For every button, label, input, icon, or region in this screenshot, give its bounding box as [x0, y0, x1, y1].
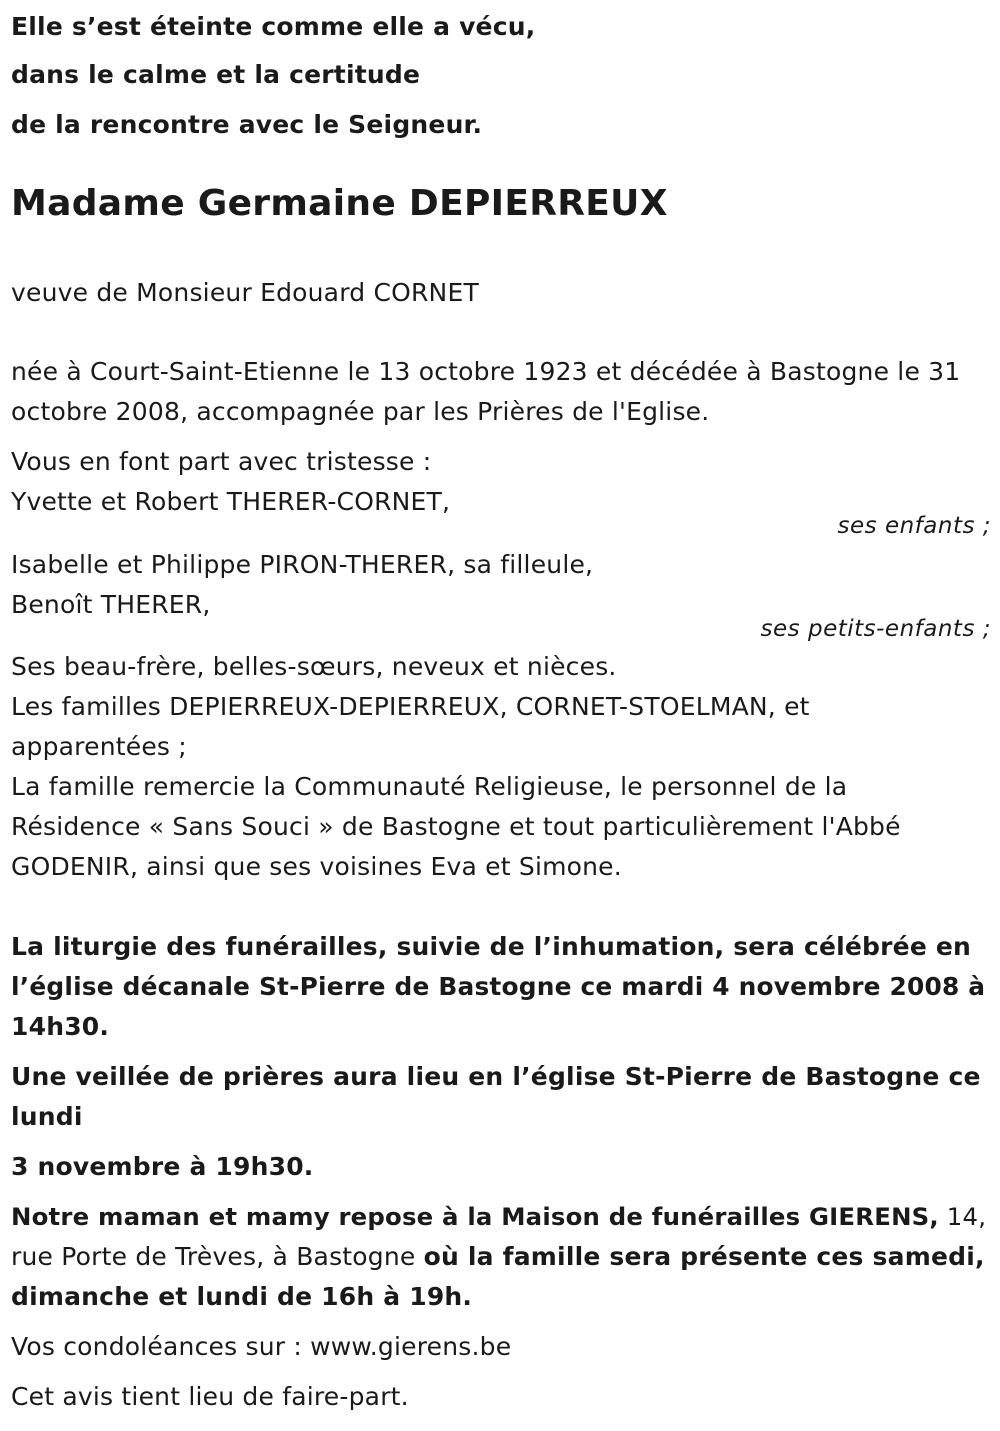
widow-of: veuve de Monsieur Edouard CORNET [11, 278, 479, 307]
family-line-1: Ses beau-frère, belles-sœurs, neveux et nièces. [11, 652, 617, 681]
family-line-6: GODENIR, ainsi que ses voisines Eva et Simone. [11, 852, 622, 881]
vigil-date: 3 novembre à 19h30. [11, 1152, 314, 1181]
family-line-3: apparentées ; [11, 732, 187, 761]
funeral-line-2: l’église décanale St-Pierre de Bastogne ce mardi 4 novembre 2008 à [11, 972, 986, 1001]
family-line-4: La famille remercie la Communauté Religieuse, le personnel de la [11, 772, 848, 801]
repose-line-1 [11, 1201, 986, 1233]
family-line-5: Résidence « Sans Souci » de Bastogne et tout particulièrement l'Abbé [11, 812, 901, 841]
funeral-line-3: 14h30. [11, 1012, 110, 1041]
repose-line-3: dimanche et lundi de 16h à 19h. [11, 1282, 473, 1311]
repose-line-2 [11, 1241, 985, 1273]
notice: Cet avis tient lieu de faire-part. [11, 1382, 409, 1411]
children-relation: ses enfants ; [837, 513, 991, 539]
repose-line-1-bold: Notre maman et mamy repose à la Maison de funérailles GIERENS, [11, 1202, 939, 1231]
grandchildren-name-1: Isabelle et Philippe PIRON-THERER, sa filleule, [11, 550, 594, 579]
epitaph-line-2: dans le calme et la certitude [11, 60, 421, 89]
grandchildren-relation: ses petits-enfants ; [760, 616, 991, 642]
birth-death-line-1: née à Court-Saint-Etienne le 13 octobre 1923 et décédée à Bastogne le 31 [11, 357, 961, 386]
repose-line-2-bold: où la famille sera présente ces samedi, [423, 1242, 985, 1271]
announce-intro: Vous en font part avec tristesse : [11, 447, 432, 476]
grandchildren-name-2: Benoît THERER, [11, 590, 211, 619]
epitaph-line-3: de la rencontre avec le Seigneur. [11, 110, 483, 139]
condolences: Vos condoléances sur : www.gierens.be [11, 1332, 512, 1361]
funeral-line-1: La liturgie des funérailles, suivie de l’inhumation, sera célébrée en [11, 932, 972, 961]
family-line-2: Les familles DEPIERREUX-DEPIERREUX, CORNET-STOELMAN, et [11, 692, 810, 721]
birth-death-line-2: octobre 2008, accompagnée par les Prières de l'Eglise. [11, 397, 710, 426]
children-names: Yvette et Robert THERER-CORNET, [11, 487, 451, 516]
epitaph-line-1: Elle s’est éteinte comme elle a vécu, [11, 12, 536, 41]
repose-line-2-normal: rue Porte de Trèves, à Bastogne [11, 1242, 424, 1271]
vigil-line-2: lundi [11, 1102, 83, 1131]
deceased-name: Madame Germaine DEPIERREUX [11, 183, 668, 224]
vigil-line-1: Une veillée de prières aura lieu en l’église St-Pierre de Bastogne ce [11, 1062, 981, 1091]
repose-line-1-normal: 14, [938, 1202, 987, 1231]
